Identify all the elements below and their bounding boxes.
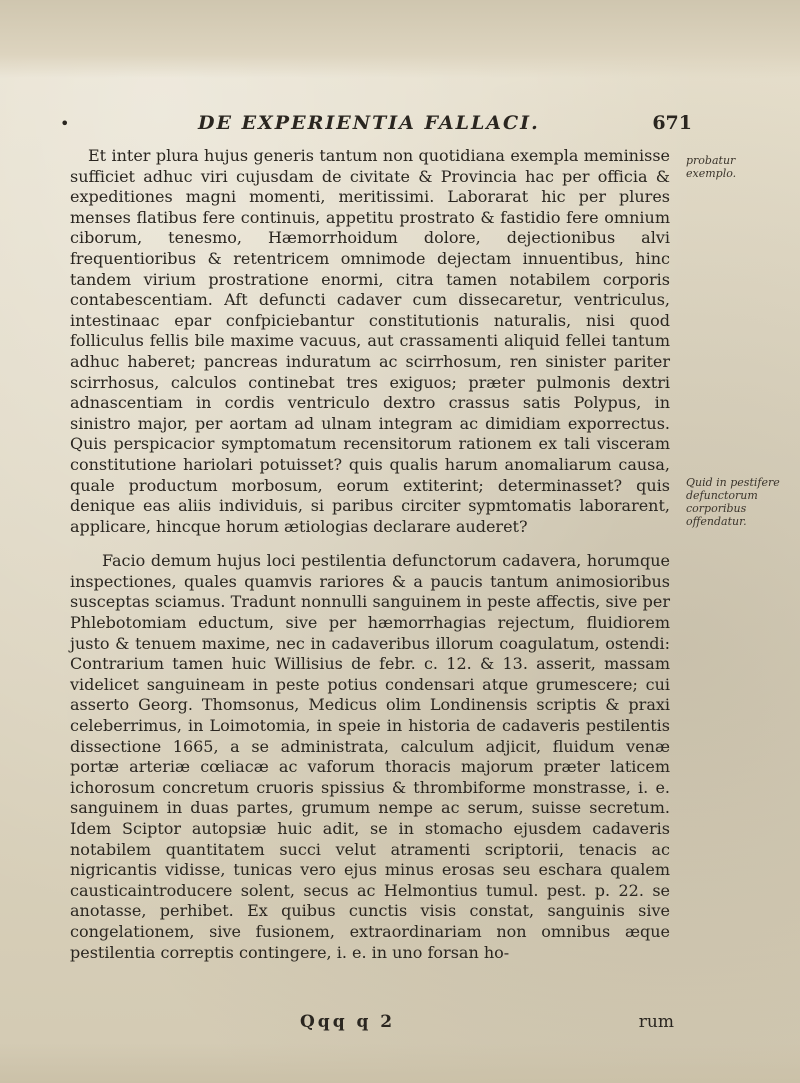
catchword: rum bbox=[638, 1012, 674, 1032]
page-number: 671 bbox=[652, 112, 692, 134]
paragraph-1: Et inter plura hujus generis tantum non quotidiana exempla meminisse sufficiet adhuc viri cujusdam de civitate & Provincia hac per officia & expeditiones magni momenti, meritissimi. Laborarat hic per plures menses flatibus fere continuis, appetitu prostrato & fastidio fere omnium ciborum, tenesmo, Hæmorrhoidum dolore, dejectionibus alvi frequentioribus & retentricem omnimode dejectam innuentibus, hinc tandem virium prostratione enormi, citra tamen notabilem corporis contabescentiam. Aft defuncti cadaver cum dissecaretur, ventriculus, intestinaac epar confpiciebantur constitutionis naturalis, nisi quod folliculus fellis bile maxime vacuus, aut crassamenti aliquid fellei tantum adhuc haberet; pancreas induratum ac scirrhosum, ren sinister pariter scirrhosus, calculos continebat tres exiguos; præter pulmonis dextri adnascentiam in cordis ventriculo dextro crassus satis Polypus, in sinistro major, per aortam ad ulnam integram ac dimidiam exporrectus. Quis perspicacior symptomatum recensitorum rationem ex tali visceram constitutione hariolari potuisset? quis qualis harum anomaliarum causa, quale productum morbosum, eorum extiterint; determinasset? quis denique eas aliis individuis, si paribus circiter sypmtomatis laborarent, applicare, hincque horum ætiologias declarare auderet? bbox=[70, 146, 670, 536]
page-bottom-edge bbox=[0, 1043, 800, 1083]
signature-mark: Qqq q 2 bbox=[300, 1012, 396, 1032]
body-text bbox=[70, 146, 670, 963]
running-title: DE EXPERIENTIA FALLACI. bbox=[198, 112, 540, 134]
paragraph-2: Facio demum hujus loci pestilentia defunctorum cadavera, horumque inspectiones, quales quamvis rariores & a paucis tantum animosioribus susceptas sciamus. Tradunt nonnulli sanguinem in peste affectis, sive per Phlebotomiam eductum, sive per hæmorrhagias rejectum, fluidiorem justo & tenuem maxime, nec in cadaveribus illorum coagulatum, ostendi: Contrarium tamen huic Willisius de febr. c. 12. & 13. asserit, massam videlicet sanguineam in peste potius condensari atque grumescere; cui asserto Georg. Thomsonus, Medicus olim Londinensis scriptis & praxi celeberrimus, in Loimotomia, in speie in historia de cadaveris pestilentis dissectione 1665, a se administrata, calculum adjicit, fluidum venæ portæ arteriæ cœliacæ ac vaforum thoracis majorum præter laticem ichorosum concretum cruoris spissius & thrombiforme monstrasse, i. e. sanguinem in duas partes, grumum nempe ac serum, suisse secretum. Idem Sciptor autopsiæ huic adit, se in stomacho ejusdem cadaveris notabilem quantitatem succi velut atramenti scriptorii, tenacis ac nigricantis vidisse, tunicas vero ejus minus erosas seu eschara qualem causticaintroducere solent, secus ac Helmontius tumul. pest. p. 22. se anotasse, perhibet. Ex quibus cunctis visis constat, sanguinis sive congelationem, sive fusionem, extraordinariam non omnibus æque pestilentia correptis contingere, i. e. in uno forsan ho- bbox=[70, 551, 670, 962]
margin-note-1: probatur exemplo. bbox=[686, 154, 737, 180]
margin-note-2: Quid in pestifere defunctorum corporibus offendatur. bbox=[686, 476, 780, 528]
page-footer bbox=[300, 1012, 680, 1036]
head-ornament: • bbox=[60, 114, 72, 133]
running-head bbox=[60, 112, 700, 142]
page-top-edge bbox=[0, 0, 800, 78]
